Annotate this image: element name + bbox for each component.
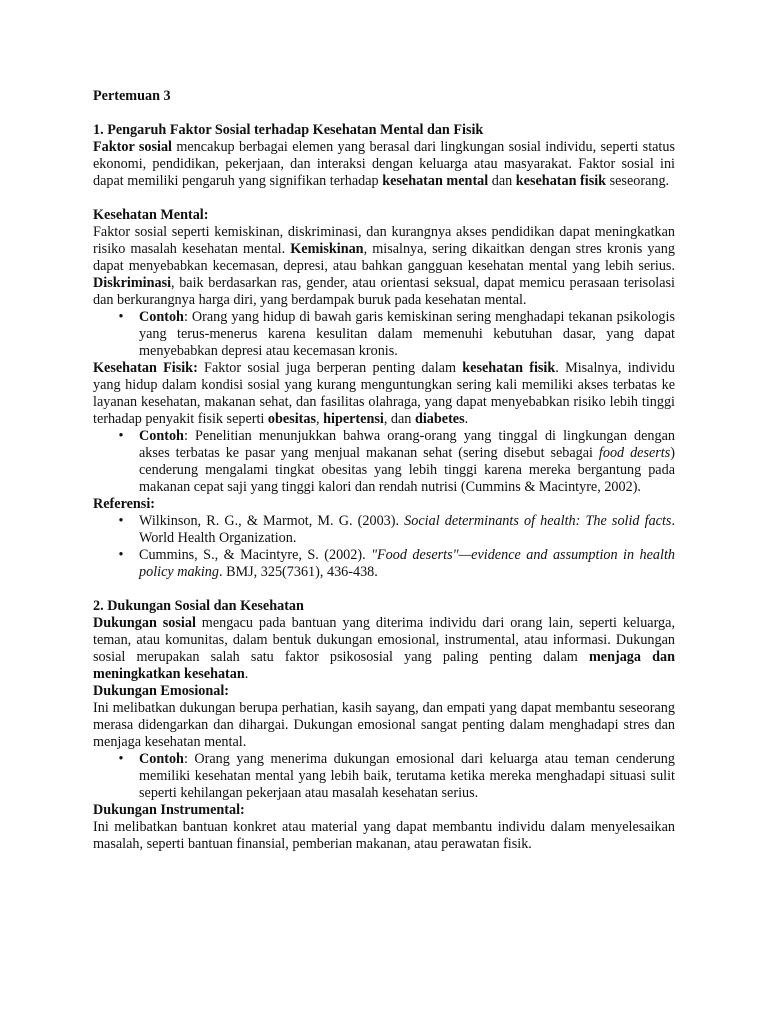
section-2-title: 2. Dukungan Sosial dan Kesehatan xyxy=(93,598,304,614)
list-item: • Contoh: Orang yang menerima dukungan emosional dari keluarga atau teman cenderung memiliki kesehatan mental yang lebih baik, terutama ketika mereka menghadapi situasi sulit seperti kehilangan pekerjaan atau masalah kesehatan serius. xyxy=(93,751,675,802)
reference-item: • Cummins, S., & Macintyre, S. (2002). "Food deserts"—evidence and assumption in health policy making. BMJ, 325(7361), 436-438. xyxy=(93,547,675,581)
reference-item: • Wilkinson, R. G., & Marmot, M. G. (2003). Social determinants of health: The solid facts. World Health Organization. xyxy=(93,513,675,547)
instrumental-support-paragraph: Ini melibatkan bantuan konkret atau material yang dapat membantu individu dalam menyelesaikan masalah, seperti bantuan finansial, pemberian makanan, atau perawatan fisik. xyxy=(93,819,675,852)
mental-health-paragraph: Faktor sosial seperti kemiskinan, diskriminasi, dan kurangnya akses pendidikan dapat meningkatkan risiko masalah kesehatan mental. Kemiskinan, misalnya, sering dikaitkan dengan stres kronis yang dapat menyebabkan kecemasan, depresi, atau bahkan gangguan kesehatan mental yang lebih serius. Diskriminasi, baik berdasarkan ras, gender, atau orientasi seksual, dapat memicu perasaan terisolasi dan berkurangnya harga diri, yang berdampak buruk pada kesehatan mental. xyxy=(93,224,675,308)
references-heading: Referensi: xyxy=(93,496,155,512)
meeting-title: Pertemuan 3 xyxy=(93,88,171,104)
mental-health-examples xyxy=(93,309,675,360)
bullet-icon: • xyxy=(118,428,124,444)
list-item: • Contoh: Orang yang hidup di bawah garis kemiskinan sering menghadapi tekanan psikologis yang terus-menerus karena kesulitan dalam memenuhi kebutuhan dasar, yang dapat menyebabkan depresi atau kecemasan kronis. xyxy=(93,309,675,360)
references-list xyxy=(93,513,675,581)
section-1-title: 1. Pengaruh Faktor Sosial terhadap Kesehatan Mental dan Fisik xyxy=(93,122,484,138)
bullet-icon: • xyxy=(118,513,124,529)
list-item: • Contoh: Penelitian menunjukkan bahwa orang-orang yang tinggal di lingkungan dengan akses terbatas ke pasar yang menjual makanan sehat (sering disebut sebagai food deserts) cenderung mengalami tingkat obesitas yang lebih tinggi karena mereka bergantung pada makanan cepat saji yang tinggi kalori dan rendah nutrisi (Cummins & Macintyre, 2002). xyxy=(93,428,675,496)
emotional-support-examples xyxy=(93,751,675,802)
emotional-support-paragraph: Ini melibatkan dukungan berupa perhatian, kasih sayang, dan empati yang dapat membantu seseorang merasa didengarkan dan dihargai. Dukungan emosional sangat penting dalam menghadapi stres dan menjaga kesehatan mental. xyxy=(93,700,675,750)
physical-health-paragraph: Kesehatan Fisik: Faktor sosial juga berperan penting dalam kesehatan fisik. Misalnya, individu yang hidup dalam kondisi sosial yang kurang menguntungkan sering kali memiliki akses terbatas ke layanan kesehatan, makanan sehat, dan fasilitas olahraga, yang dapat menyebabkan risiko lebih tinggi terhadap penyakit fisik seperti obesitas, hipertensi, dan diabetes. xyxy=(93,360,675,427)
section-2-intro: Dukungan sosial mengacu pada bantuan yang diterima individu dari orang lain, seperti keluarga, teman, atau komunitas, dalam bentuk dukungan emosional, instrumental, atau informasi. Dukungan sosial merupakan salah satu faktor psikososial yang paling penting dalam menjaga dan meningkatkan kesehatan. xyxy=(93,615,675,682)
instrumental-support-heading: Dukungan Instrumental: xyxy=(93,802,245,818)
bullet-icon: • xyxy=(118,547,124,563)
physical-health-examples xyxy=(93,428,675,496)
section-1-intro: Faktor sosial mencakup berbagai elemen yang berasal dari lingkungan sosial individu, seperti status ekonomi, pendidikan, pekerjaan, dan interaksi dengan keluarga atau masyarakat. Faktor sosial ini dapat memiliki pengaruh yang signifikan terhadap kesehatan mental dan kesehatan fisik seseorang. xyxy=(93,139,675,189)
bullet-icon: • xyxy=(118,309,124,325)
document-content xyxy=(93,88,675,853)
emotional-support-heading: Dukungan Emosional: xyxy=(93,683,230,699)
bullet-icon: • xyxy=(118,751,124,767)
mental-health-heading: Kesehatan Mental: xyxy=(93,207,209,223)
